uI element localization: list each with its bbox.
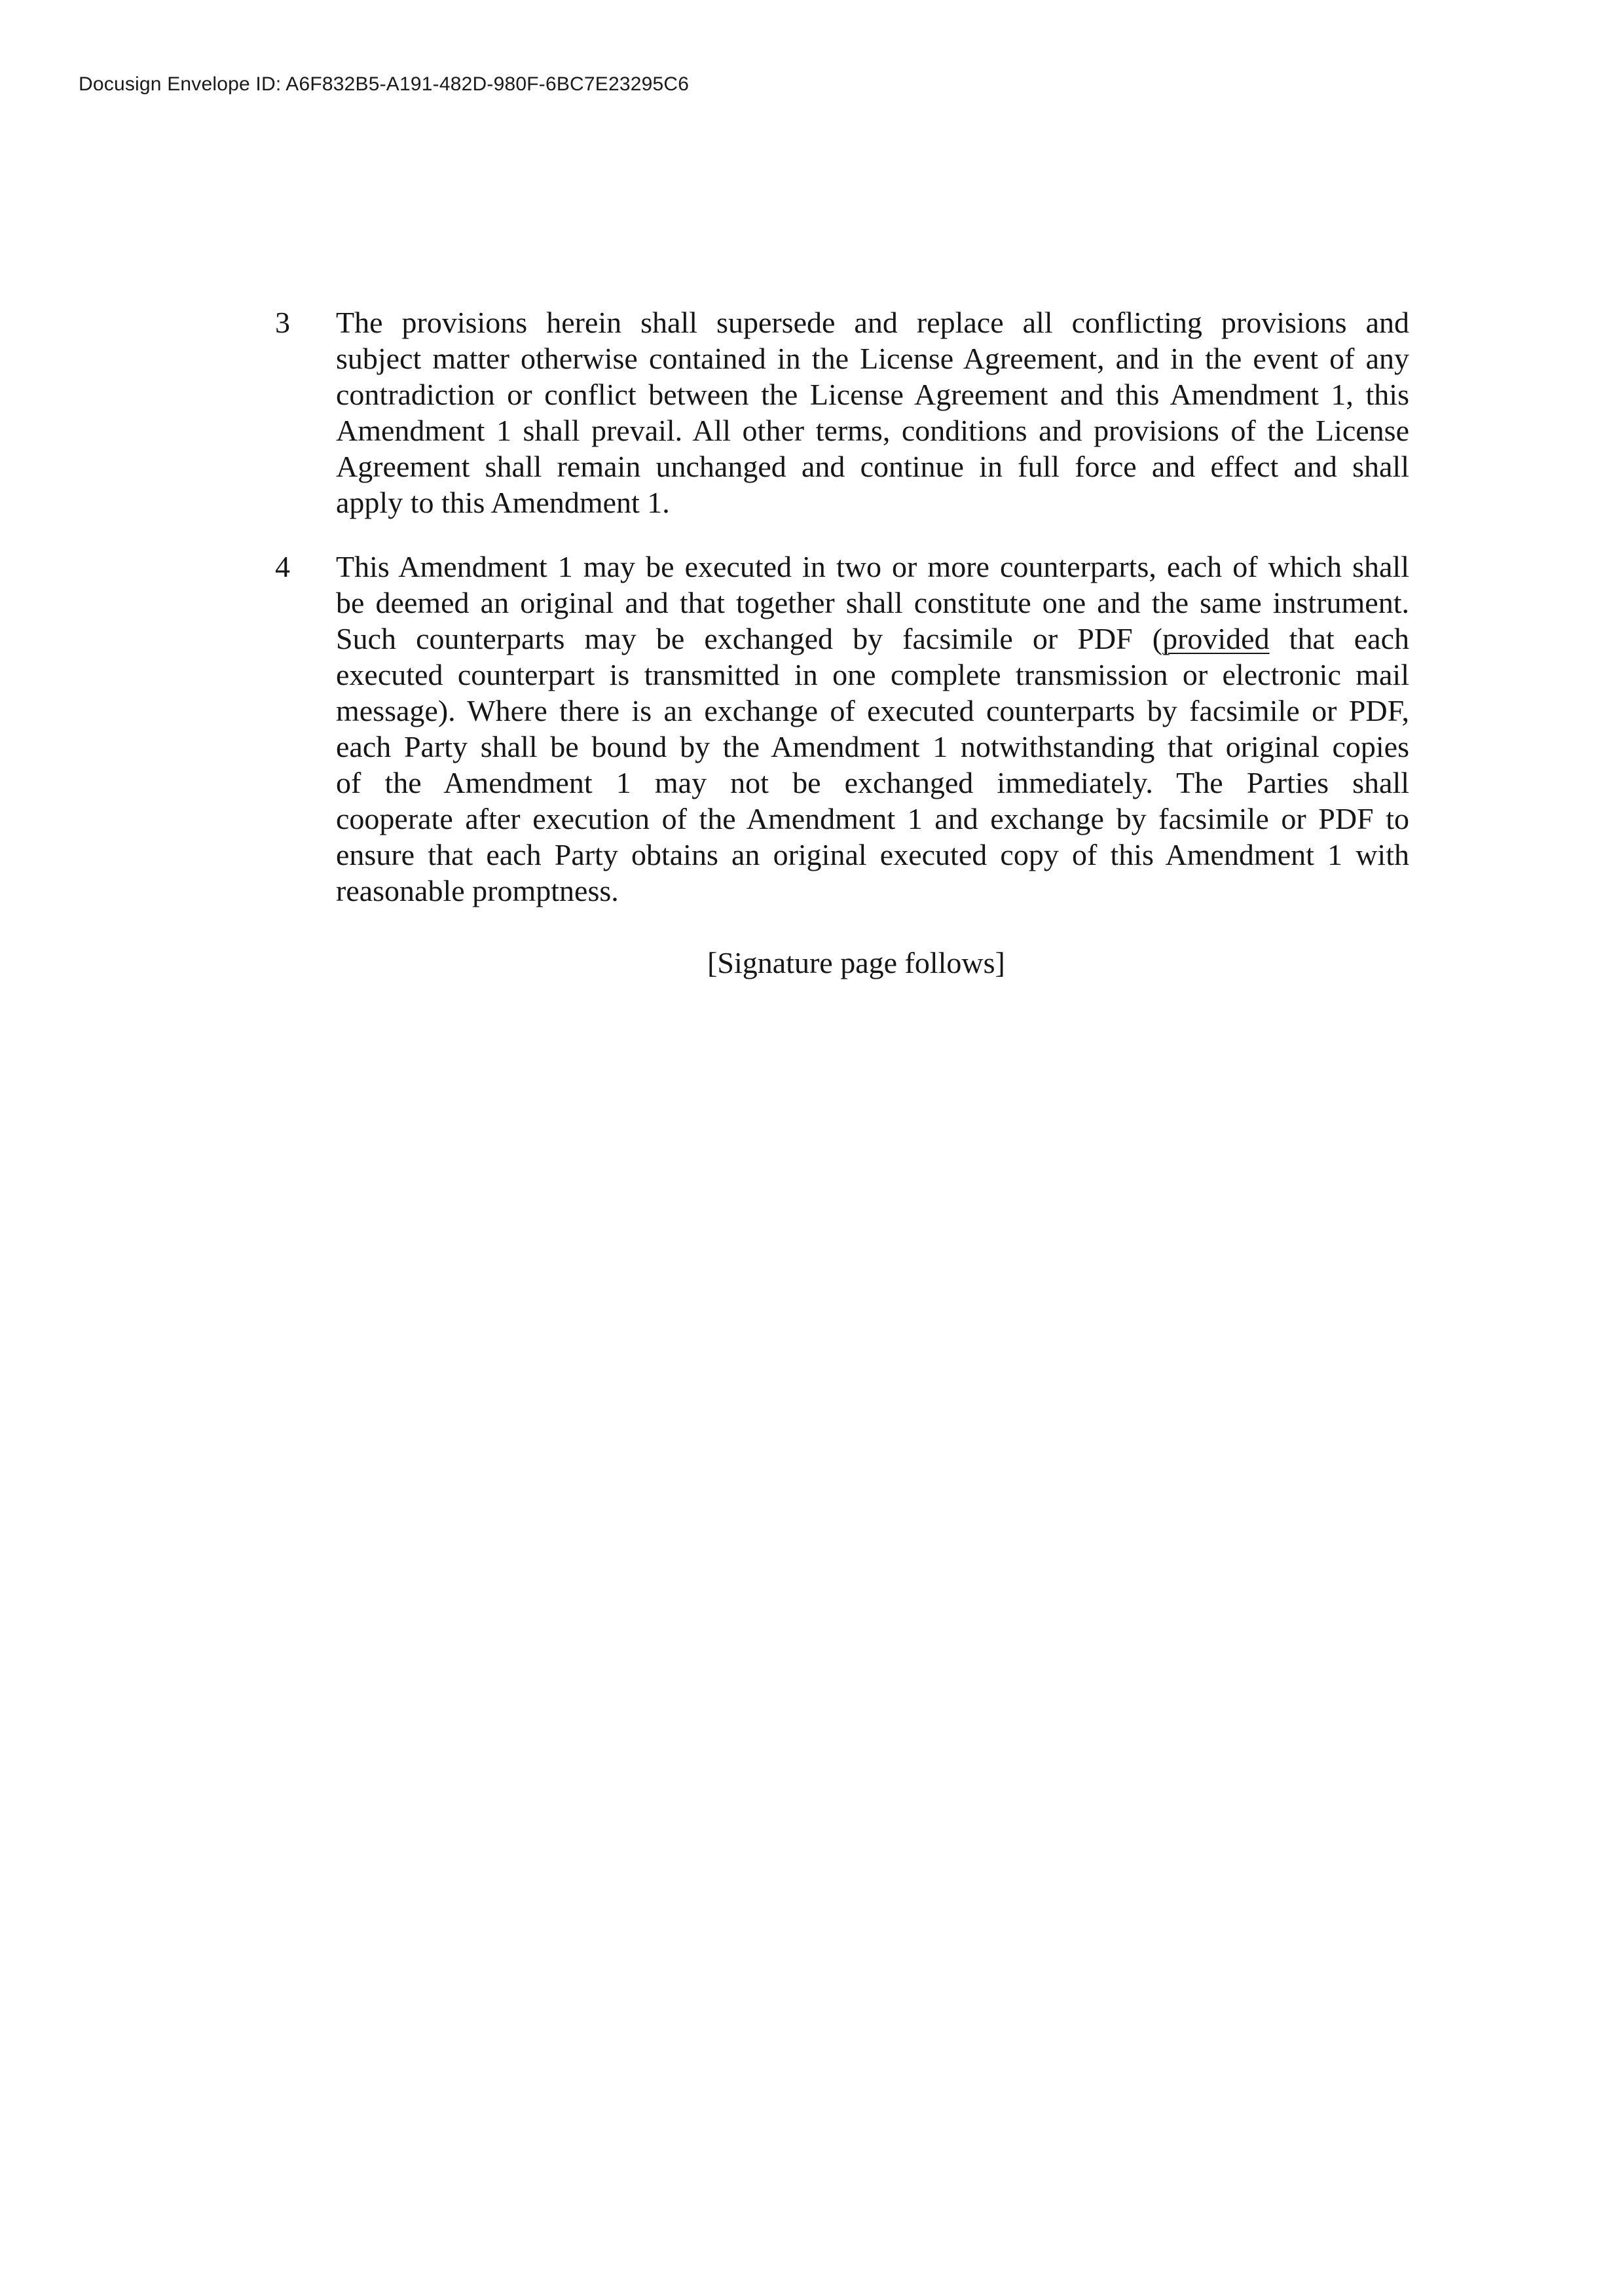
underlined-term-provided: provided	[1162, 622, 1270, 655]
clause-line: each Party shall be bound by the Amendment 1 notwithstanding that original copies	[336, 730, 1409, 763]
signature-page-note: [Signature page follows]	[707, 946, 1005, 979]
clause-line: subject matter otherwise contained in the License Agreement, and in the event of any	[336, 342, 1409, 375]
clause-line-part: that each	[1269, 622, 1410, 655]
clause-line: Agreement shall remain unchanged and continue in full force and effect and shall	[336, 450, 1409, 483]
clause-text	[336, 549, 1409, 909]
docusign-envelope-id: Docusign Envelope ID: A6F832B5-A191-482D-980F-6BC7E23295C6	[79, 73, 690, 95]
clause-line: of the Amendment 1 may not be exchanged immediately. The Parties shall	[336, 766, 1409, 799]
clause-line: This Amendment 1 may be executed in two or more counterparts, each of which shall	[336, 550, 1409, 583]
clause-line: message). Where there is an exchange of executed counterparts by facsimile or PDF,	[336, 694, 1409, 727]
clause-line: contradiction or conflict between the License Agreement and this Amendment 1, this	[336, 378, 1409, 411]
clause-line: Amendment 1 shall prevail. All other terms, conditions and provisions of the License	[336, 414, 1409, 447]
clause-line-with-underline	[336, 621, 1409, 657]
clause-line: The provisions herein shall supersede and replace all conflicting provisions and	[336, 306, 1409, 339]
clause-line-part: Such counterparts may be exchanged by facsimile or PDF (	[336, 622, 1163, 655]
clause-line: be deemed an original and that together shall constitute one and the same instrument.	[336, 586, 1409, 619]
clause-text	[336, 304, 1409, 520]
clause-line: apply to this Amendment 1.	[336, 486, 670, 519]
clause-line: reasonable promptness.	[336, 874, 619, 907]
clause-number: 3	[275, 306, 290, 339]
clause-line: executed counterpart is transmitted in one complete transmission or electronic mail	[336, 658, 1409, 691]
clause-number: 4	[275, 550, 290, 583]
clause-line: ensure that each Party obtains an original executed copy of this Amendment 1 with	[336, 838, 1409, 871]
clause-line: cooperate after execution of the Amendment 1 and exchange by facsimile or PDF to	[336, 802, 1409, 835]
